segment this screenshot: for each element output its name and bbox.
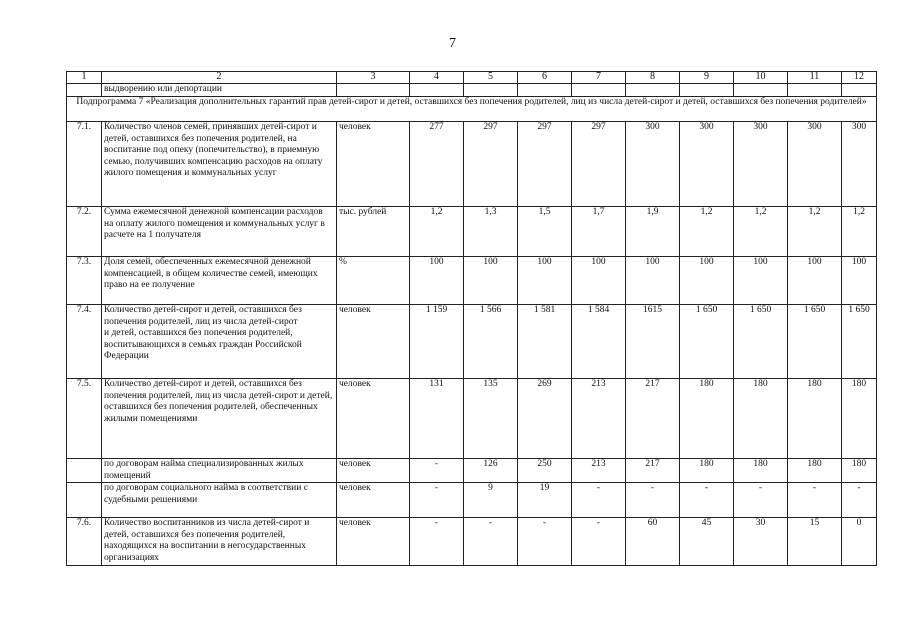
table-row bbox=[67, 459, 877, 483]
row-index: 7.3. bbox=[67, 257, 102, 305]
value-cell: - bbox=[734, 483, 788, 518]
value-cell: 180 bbox=[842, 379, 877, 459]
value-cell: - bbox=[464, 518, 518, 566]
column-number: 7 bbox=[572, 72, 626, 84]
row-index: 7.4. bbox=[67, 305, 102, 379]
value-cell: 300 bbox=[734, 122, 788, 207]
value-cell: 213 bbox=[572, 379, 626, 459]
unit-cell: человек bbox=[337, 459, 410, 483]
value-cell: 100 bbox=[410, 257, 464, 305]
value-cell: 1 650 bbox=[842, 305, 877, 379]
indicator-name: Сумма ежемесячной денежной компенсации расходов на оплату жилого помещения и коммунальных услуг в расчете на 1 получателя bbox=[102, 207, 337, 257]
column-number: 1 bbox=[67, 72, 102, 84]
empty-cell bbox=[337, 84, 410, 97]
empty-cell bbox=[788, 84, 842, 97]
value-cell: 100 bbox=[464, 257, 518, 305]
value-cell: 250 bbox=[518, 459, 572, 483]
value-cell: 1 650 bbox=[788, 305, 842, 379]
column-number: 3 bbox=[337, 72, 410, 84]
empty-cell bbox=[518, 84, 572, 97]
value-cell: - bbox=[788, 483, 842, 518]
unit-cell: человек bbox=[337, 483, 410, 518]
table-row bbox=[67, 122, 877, 207]
value-cell: 180 bbox=[788, 379, 842, 459]
row-index bbox=[67, 483, 102, 518]
row-index: 7.1. bbox=[67, 122, 102, 207]
table-row bbox=[67, 483, 877, 518]
value-cell: 213 bbox=[572, 459, 626, 483]
value-cell: 1 650 bbox=[680, 305, 734, 379]
column-number: 6 bbox=[518, 72, 572, 84]
value-cell: 1 566 bbox=[464, 305, 518, 379]
value-cell: 269 bbox=[518, 379, 572, 459]
value-cell: 297 bbox=[518, 122, 572, 207]
unit-cell: тыс. рублей bbox=[337, 207, 410, 257]
value-cell: 100 bbox=[626, 257, 680, 305]
indicator-name: по договорам социального найма в соответствии с судебными решениями bbox=[102, 483, 337, 518]
value-cell: 1,7 bbox=[572, 207, 626, 257]
indicator-name: Количество членов семей, принявших детей-сирот и детей, оставшихся без попечения родителей, на воспитание под опеку (попечительство), в приемную семью, получивших компенсацию расходов на оплату жилого помещения и коммунальных услуг bbox=[102, 122, 337, 207]
value-cell: 300 bbox=[626, 122, 680, 207]
empty-cell bbox=[734, 84, 788, 97]
page-number: 7 bbox=[449, 36, 456, 51]
column-number: 2 bbox=[102, 72, 337, 84]
value-cell: - bbox=[572, 483, 626, 518]
value-cell: 180 bbox=[680, 379, 734, 459]
value-cell: - bbox=[410, 483, 464, 518]
table-row bbox=[67, 518, 877, 566]
value-cell: 100 bbox=[734, 257, 788, 305]
row-index: 7.2. bbox=[67, 207, 102, 257]
value-cell: - bbox=[572, 518, 626, 566]
column-number: 8 bbox=[626, 72, 680, 84]
carry-over-row bbox=[67, 84, 877, 97]
value-cell: 217 bbox=[626, 379, 680, 459]
indicator-name: Количество воспитанников из числа детей-сирот и детей, оставшихся без попечения родителей, находящихся на воспитании в негосударственных организациях bbox=[102, 518, 337, 566]
column-number-row bbox=[67, 72, 877, 84]
value-cell: 1 584 bbox=[572, 305, 626, 379]
empty-cell bbox=[67, 84, 102, 97]
value-cell: - bbox=[842, 483, 877, 518]
table-row bbox=[67, 207, 877, 257]
value-cell: 135 bbox=[464, 379, 518, 459]
indicator-name: Количество детей-сирот и детей, оставшихся без попечения родителей, лиц из числа детей-сирот и детей, оставшихся без попечения родителей, обеспеченных жилыми помещениями bbox=[102, 379, 337, 459]
unit-cell: человек bbox=[337, 122, 410, 207]
value-cell: - bbox=[680, 483, 734, 518]
value-cell: 15 bbox=[788, 518, 842, 566]
subprogram-title: Подпрограмма 7 «Реализация дополнительных гарантий прав детей-сирот и детей, оставшихся без попечения родителей, лиц из числа детей-сирот и детей, оставшихся без попечения родителей» bbox=[67, 97, 877, 122]
value-cell: 19 bbox=[518, 483, 572, 518]
value-cell: 1615 bbox=[626, 305, 680, 379]
empty-cell bbox=[626, 84, 680, 97]
carry-over-text: выдворению или депортации bbox=[102, 84, 337, 97]
column-number: 12 bbox=[842, 72, 877, 84]
indicators-table bbox=[66, 71, 877, 566]
value-cell: 180 bbox=[842, 459, 877, 483]
value-cell: 100 bbox=[518, 257, 572, 305]
indicator-name: Доля семей, обеспеченных ежемесячной денежной компенсацией, в общем количестве семей, имеющих право на ее получение bbox=[102, 257, 337, 305]
value-cell: 1,9 bbox=[626, 207, 680, 257]
value-cell: 45 bbox=[680, 518, 734, 566]
row-index bbox=[67, 459, 102, 483]
value-cell: - bbox=[626, 483, 680, 518]
value-cell: 100 bbox=[842, 257, 877, 305]
value-cell: 60 bbox=[626, 518, 680, 566]
value-cell: 180 bbox=[680, 459, 734, 483]
unit-cell: человек bbox=[337, 518, 410, 566]
value-cell: 300 bbox=[842, 122, 877, 207]
value-cell: 1,2 bbox=[680, 207, 734, 257]
value-cell: 297 bbox=[572, 122, 626, 207]
value-cell: 1 581 bbox=[518, 305, 572, 379]
value-cell: 100 bbox=[788, 257, 842, 305]
table-row bbox=[67, 379, 877, 459]
column-number: 11 bbox=[788, 72, 842, 84]
empty-cell bbox=[842, 84, 877, 97]
value-cell: 1,2 bbox=[842, 207, 877, 257]
value-cell: - bbox=[410, 518, 464, 566]
subprogram-row bbox=[67, 97, 877, 122]
value-cell: 300 bbox=[788, 122, 842, 207]
value-cell: 297 bbox=[464, 122, 518, 207]
empty-cell bbox=[464, 84, 518, 97]
column-number: 9 bbox=[680, 72, 734, 84]
value-cell: 217 bbox=[626, 459, 680, 483]
empty-cell bbox=[680, 84, 734, 97]
value-cell: 180 bbox=[734, 459, 788, 483]
value-cell: 30 bbox=[734, 518, 788, 566]
value-cell: 1,2 bbox=[410, 207, 464, 257]
value-cell: 1,5 bbox=[518, 207, 572, 257]
value-cell: 1,2 bbox=[788, 207, 842, 257]
value-cell: 0 bbox=[842, 518, 877, 566]
indicator-name: по договорам найма специализированных жилых помещений bbox=[102, 459, 337, 483]
column-number: 5 bbox=[464, 72, 518, 84]
unit-cell: % bbox=[337, 257, 410, 305]
empty-cell bbox=[410, 84, 464, 97]
value-cell: 100 bbox=[680, 257, 734, 305]
row-index: 7.5. bbox=[67, 379, 102, 459]
unit-cell: человек bbox=[337, 305, 410, 379]
table-row bbox=[67, 257, 877, 305]
value-cell: 1,3 bbox=[464, 207, 518, 257]
table-row bbox=[67, 305, 877, 379]
value-cell: 180 bbox=[788, 459, 842, 483]
value-cell: 100 bbox=[572, 257, 626, 305]
row-index: 7.6. bbox=[67, 518, 102, 566]
value-cell: 131 bbox=[410, 379, 464, 459]
value-cell: 9 bbox=[464, 483, 518, 518]
value-cell: 1 159 bbox=[410, 305, 464, 379]
column-number: 10 bbox=[734, 72, 788, 84]
value-cell: 300 bbox=[680, 122, 734, 207]
column-number: 4 bbox=[410, 72, 464, 84]
value-cell: - bbox=[410, 459, 464, 483]
value-cell: 1,2 bbox=[734, 207, 788, 257]
value-cell: 180 bbox=[734, 379, 788, 459]
indicator-name: Количество детей-сирот и детей, оставшихся без попечения родителей, лиц из числа детей-сирот и детей, оставшихся без попечения родителей, воспитывающихся в семьях граждан Российской Федерации bbox=[102, 305, 337, 379]
unit-cell: человек bbox=[337, 379, 410, 459]
value-cell: 126 bbox=[464, 459, 518, 483]
value-cell: 1 650 bbox=[734, 305, 788, 379]
value-cell: 277 bbox=[410, 122, 464, 207]
value-cell: - bbox=[518, 518, 572, 566]
empty-cell bbox=[572, 84, 626, 97]
